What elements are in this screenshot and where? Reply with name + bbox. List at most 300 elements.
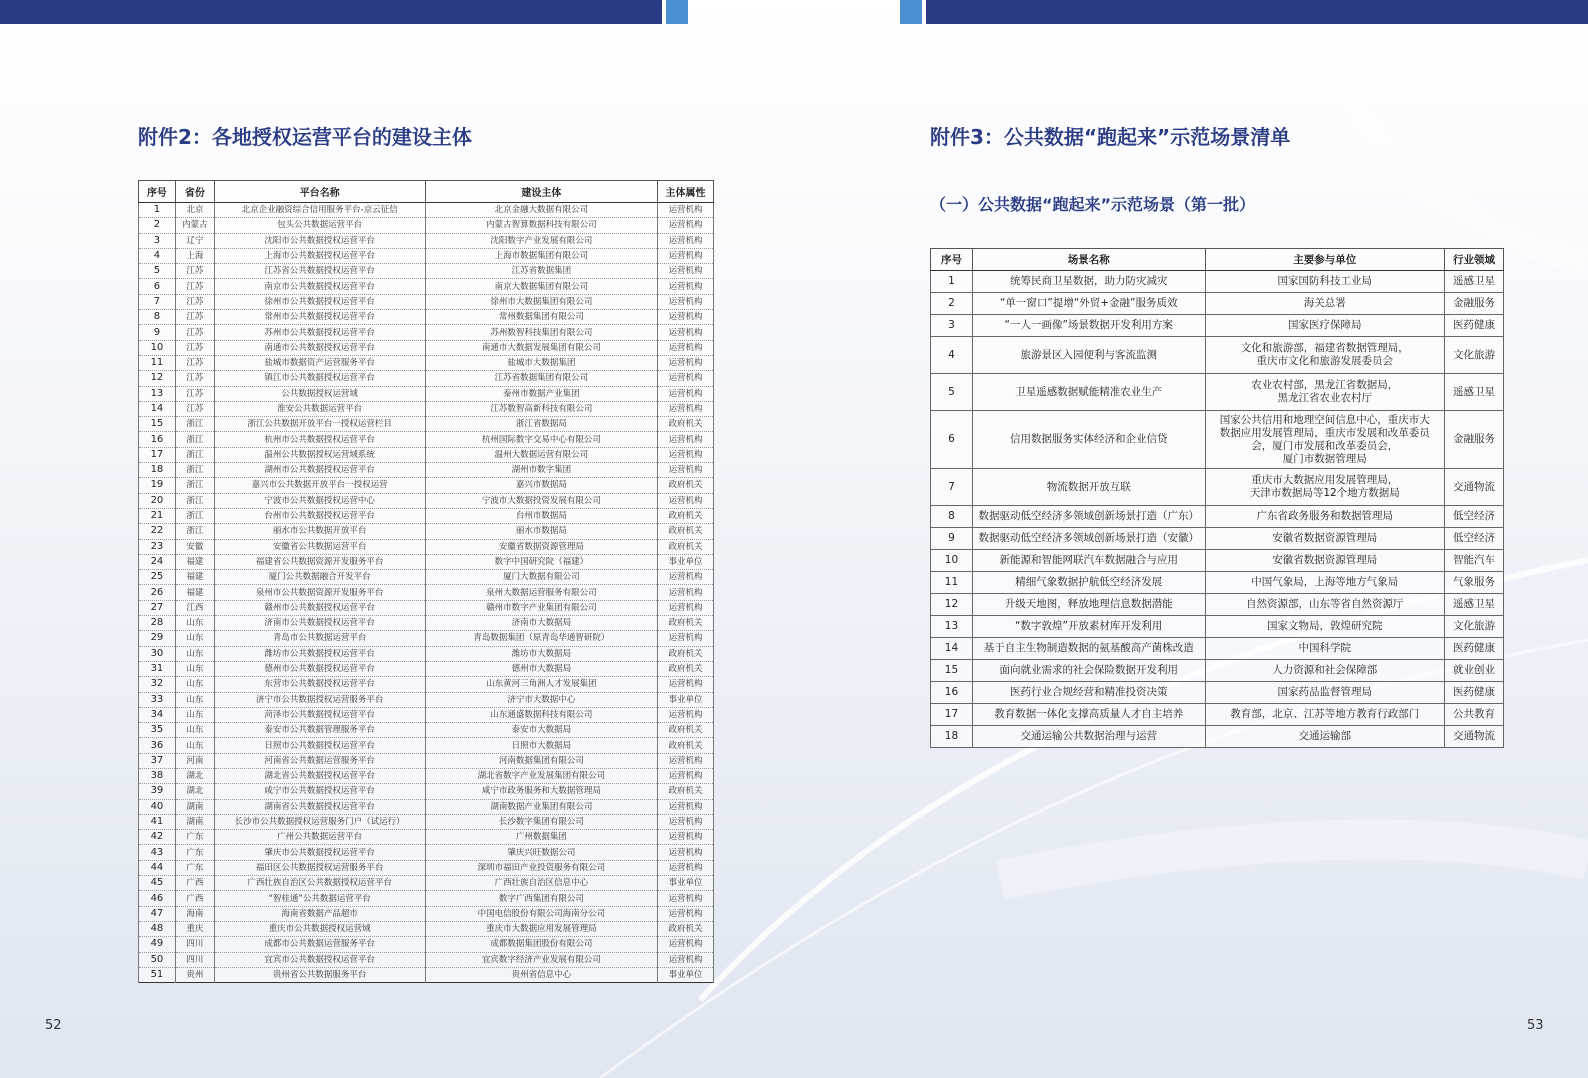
table-cell: 贵州省公共数据服务平台	[214, 967, 425, 982]
table-cell: 28	[139, 616, 176, 631]
table-cell: 泰州市数据产业集团	[425, 386, 658, 401]
table-cell: 政府机关	[658, 417, 714, 432]
table-row	[931, 616, 1504, 638]
table-cell: 泰安市公共数据管理服务平台	[214, 723, 425, 738]
table-cell: 1	[931, 271, 973, 293]
table-cell: 31	[139, 661, 176, 676]
table-cell: 1	[139, 203, 176, 218]
table-cell: 29	[139, 631, 176, 646]
table-cell: 运营机构	[658, 860, 714, 875]
table-cell: 广州公共数据运营平台	[214, 830, 425, 845]
column-header: 行业领域	[1445, 249, 1504, 271]
table-cell: 海南	[175, 906, 214, 921]
table-row	[931, 638, 1504, 660]
table-cell: 运营机构	[658, 371, 714, 386]
table-cell: 事业单位	[658, 692, 714, 707]
table-cell: 10	[931, 550, 973, 572]
table-cell: 交通物流	[1445, 469, 1504, 506]
table-cell: 湖南	[175, 814, 214, 829]
table-cell: 51	[139, 967, 176, 982]
table-cell: 政府机关	[658, 723, 714, 738]
platform-table	[138, 180, 714, 983]
table-row	[139, 554, 714, 569]
table-row	[139, 906, 714, 921]
table-cell: 咸宁市政务服务和大数据管理局	[425, 784, 658, 799]
table-cell: 湖北	[175, 784, 214, 799]
table-cell: 27	[139, 600, 176, 615]
table-cell: 浙江	[175, 524, 214, 539]
table-cell: 政府机关	[658, 661, 714, 676]
table-cell: 杭州市公共数据授权运营平台	[214, 432, 425, 447]
table-cell: 2	[139, 218, 176, 233]
table-cell: 运营机构	[658, 401, 714, 416]
table-row	[139, 784, 714, 799]
table-cell: 广西	[175, 891, 214, 906]
table-cell: 运营机构	[658, 845, 714, 860]
table-cell: 苏州数智科技集团有限公司	[425, 325, 658, 340]
table-cell: 49	[139, 937, 176, 952]
table-cell: 8	[139, 310, 176, 325]
table-cell: 升级天地图，释放地理信息数据潜能	[972, 594, 1205, 616]
table-cell: 深圳市福田产业投资服务有限公司	[425, 860, 658, 875]
table-cell: 36	[139, 738, 176, 753]
table-cell: 医药健康	[1445, 682, 1504, 704]
column-header: 序号	[931, 249, 973, 271]
table-cell: 19	[139, 478, 176, 493]
top-bar-left	[0, 0, 662, 24]
table-row	[139, 233, 714, 248]
table-cell: 上海市公共数据授权运营平台	[214, 248, 425, 263]
table-cell: 潍坊市大数据局	[425, 646, 658, 661]
table-row	[139, 768, 714, 783]
table-row	[931, 506, 1504, 528]
table-cell: 3	[139, 233, 176, 248]
table-cell: 江苏	[175, 279, 214, 294]
table-cell: 17	[931, 704, 973, 726]
table-cell: 运营机构	[658, 937, 714, 952]
table-cell: 浙江	[175, 463, 214, 478]
table-row	[139, 355, 714, 370]
table-cell: 广东省政务服务和数据管理局	[1205, 506, 1445, 528]
table-cell: 运营机构	[658, 294, 714, 309]
table-row	[139, 203, 714, 218]
table-cell: 宁波市公共数据授权运营中心	[214, 493, 425, 508]
table-cell: 气象服务	[1445, 572, 1504, 594]
table-cell: 44	[139, 860, 176, 875]
table-cell: 广西	[175, 876, 214, 891]
table-cell: 江苏	[175, 325, 214, 340]
table-cell: 福建	[175, 554, 214, 569]
table-cell: 2	[931, 293, 973, 315]
table-cell: 湖南省公共数据授权运营平台	[214, 799, 425, 814]
table-cell: 江苏	[175, 386, 214, 401]
table-cell: 浙江	[175, 493, 214, 508]
table-cell: 10	[139, 340, 176, 355]
table-cell: 淮安公共数据运营平台	[214, 401, 425, 416]
table-row	[139, 294, 714, 309]
table-cell: 重庆	[175, 921, 214, 936]
table-cell: 文化旅游	[1445, 616, 1504, 638]
table-cell: 8	[931, 506, 973, 528]
table-row	[139, 616, 714, 631]
table-cell: 政府机关	[658, 508, 714, 523]
table-cell: 常州市公共数据授权运营平台	[214, 310, 425, 325]
table-cell: 9	[931, 528, 973, 550]
table-cell: 青岛数据集团（原青岛华通智研院）	[425, 631, 658, 646]
table-cell: 数据驱动低空经济多领域创新场景打造（广东）	[972, 506, 1205, 528]
table-cell: 运营机构	[658, 340, 714, 355]
table-cell: 台州市公共数据授权运营平台	[214, 508, 425, 523]
table-row	[139, 692, 714, 707]
table-cell: 46	[139, 891, 176, 906]
table-cell: 6	[139, 279, 176, 294]
table-cell: 14	[139, 401, 176, 416]
table-cell: 公共数据授权运营域	[214, 386, 425, 401]
top-accent-right	[900, 0, 922, 24]
table-cell: 25	[139, 570, 176, 585]
table-cell: 赣州市公共数据授权运营平台	[214, 600, 425, 615]
column-header: 省份	[175, 181, 214, 203]
table-cell: 济宁市公共数据授权运营服务平台	[214, 692, 425, 707]
right-page-title: 附件3：公共数据“跑起来”示范场景清单	[930, 125, 1291, 149]
table-cell: 公共教育	[1445, 704, 1504, 726]
table-row	[139, 723, 714, 738]
table-cell: 运营机构	[658, 264, 714, 279]
table-cell: 江苏	[175, 294, 214, 309]
table-cell: 广州数据集团	[425, 830, 658, 845]
table-cell: 运营机构	[658, 310, 714, 325]
table-row	[931, 594, 1504, 616]
table-cell: 江苏	[175, 340, 214, 355]
table-cell: 面向就业需求的社会保险数据开发利用	[972, 660, 1205, 682]
table-row	[139, 340, 714, 355]
table-cell: 湖州市数字集团	[425, 463, 658, 478]
table-row	[931, 271, 1504, 293]
table-cell: 政府机关	[658, 784, 714, 799]
table-cell: 山东黄河三角洲人才发展集团	[425, 677, 658, 692]
table-cell: 沈阳市公共数据授权运营平台	[214, 233, 425, 248]
table-cell: 运营机构	[658, 355, 714, 370]
table-cell: 5	[931, 374, 973, 411]
table-cell: 福建省公共数据资源开发服务平台	[214, 554, 425, 569]
table-cell: 温州大数据运营有限公司	[425, 447, 658, 462]
table-row	[931, 293, 1504, 315]
table-cell: 日照市大数据局	[425, 738, 658, 753]
table-cell: 肇庆市公共数据授权运营平台	[214, 845, 425, 860]
table-cell: 成都数据集团股份有限公司	[425, 937, 658, 952]
table-cell: 41	[139, 814, 176, 829]
table-cell: 山东	[175, 707, 214, 722]
table-cell: 37	[139, 753, 176, 768]
table-cell: 3	[931, 315, 973, 337]
table-cell: 中国电信股份有限公司海南分公司	[425, 906, 658, 921]
table-cell: 徐州市公共数据授权运营平台	[214, 294, 425, 309]
table-cell: 卫星遥感数据赋能精准农业生产	[972, 374, 1205, 411]
table-cell: 21	[139, 508, 176, 523]
table-row	[139, 570, 714, 585]
table-cell: 浙江	[175, 508, 214, 523]
table-cell: 4	[139, 248, 176, 263]
table-row	[931, 469, 1504, 506]
table-row	[139, 478, 714, 493]
table-cell: 江苏	[175, 264, 214, 279]
table-cell: 48	[139, 921, 176, 936]
table-cell: 42	[139, 830, 176, 845]
table-cell: 湖北	[175, 768, 214, 783]
table-cell: 北京企业融资综合信用服务平台-京云征信	[214, 203, 425, 218]
table-cell: 北京	[175, 203, 214, 218]
table-cell: 中国科学院	[1205, 638, 1445, 660]
table-cell: 国家国防科技工业局	[1205, 271, 1445, 293]
table-cell: 教育部，北京、江苏等地方教育行政部门	[1205, 704, 1445, 726]
table-cell: 运营机构	[658, 233, 714, 248]
table-cell: 40	[139, 799, 176, 814]
table-cell: 6	[931, 411, 973, 469]
table-cell: 宜宾市公共数据授权运营平台	[214, 952, 425, 967]
table-row	[139, 248, 714, 263]
table-cell: 四川	[175, 952, 214, 967]
table-row	[139, 539, 714, 554]
table-cell: 南京大数据集团有限公司	[425, 279, 658, 294]
table-cell: 17	[139, 447, 176, 462]
table-cell: 数字中国研究院（福建）	[425, 554, 658, 569]
table-cell: 河南	[175, 753, 214, 768]
table-cell: 贵州省信息中心	[425, 967, 658, 982]
table-row	[139, 417, 714, 432]
table-cell: 安徽省数据资源管理局	[1205, 550, 1445, 572]
table-cell: 江苏省数据集团	[425, 264, 658, 279]
table-cell: 泉州大数据运营服务有限公司	[425, 585, 658, 600]
table-cell: 厦门大数据有限公司	[425, 570, 658, 585]
table-row	[139, 646, 714, 661]
table-cell: 镇江市公共数据授权运营平台	[214, 371, 425, 386]
table-cell: 青岛市公共数据运营平台	[214, 631, 425, 646]
table-cell: 金融服务	[1445, 411, 1504, 469]
table-cell: 赣州市数字产业集团有限公司	[425, 600, 658, 615]
table-cell: 徐州市大数据集团有限公司	[425, 294, 658, 309]
table-cell: 江苏	[175, 371, 214, 386]
table-cell: 丽水市数据局	[425, 524, 658, 539]
table-cell: 事业单位	[658, 876, 714, 891]
table-row	[139, 707, 714, 722]
table-cell: 运营机构	[658, 631, 714, 646]
table-cell: 18	[139, 463, 176, 478]
table-cell: 47	[139, 906, 176, 921]
table-cell: 16	[139, 432, 176, 447]
table-cell: 南通市大数据发展集团有限公司	[425, 340, 658, 355]
table-cell: 医药行业合规经营和精准投资决策	[972, 682, 1205, 704]
table-cell: 运营机构	[658, 493, 714, 508]
table-cell: 湖北省公共数据授权运营平台	[214, 768, 425, 783]
table-cell: 运营机构	[658, 432, 714, 447]
table-cell: 山东	[175, 723, 214, 738]
table-cell: 24	[139, 554, 176, 569]
table-cell: 湖州市公共数据授权运营平台	[214, 463, 425, 478]
table-row	[139, 493, 714, 508]
table-row	[139, 386, 714, 401]
table-cell: 国家文物局，敦煌研究院	[1205, 616, 1445, 638]
table-row	[139, 952, 714, 967]
table-row	[931, 411, 1504, 469]
table-row	[139, 830, 714, 845]
column-header: 场景名称	[972, 249, 1205, 271]
table-cell: 低空经济	[1445, 506, 1504, 528]
table-cell: 交通运输部	[1205, 726, 1445, 748]
table-row	[139, 218, 714, 233]
table-cell: 宜宾数字经济产业发展有限公司	[425, 952, 658, 967]
table-cell: 13	[931, 616, 973, 638]
table-cell: “数字敦煌”开放素材库开发利用	[972, 616, 1205, 638]
table-cell: 福建	[175, 585, 214, 600]
table-cell: 政府机关	[658, 646, 714, 661]
table-row	[139, 279, 714, 294]
table-cell: 湖南	[175, 799, 214, 814]
table-row	[139, 921, 714, 936]
table-cell: 32	[139, 677, 176, 692]
table-row	[139, 600, 714, 615]
table-cell: 辽宁	[175, 233, 214, 248]
table-cell: 宁波市大数据投资发展有限公司	[425, 493, 658, 508]
table-cell: 18	[931, 726, 973, 748]
table-cell: 11	[139, 355, 176, 370]
column-header: 序号	[139, 181, 176, 203]
table-cell: 运营机构	[658, 830, 714, 845]
table-cell: 20	[139, 493, 176, 508]
table-cell: 34	[139, 707, 176, 722]
table-row	[139, 432, 714, 447]
scenario-table-header	[931, 249, 1504, 271]
table-cell: 43	[139, 845, 176, 860]
table-cell: 山东	[175, 677, 214, 692]
table-cell: 旅游景区入园便利与客流监测	[972, 337, 1205, 374]
table-cell: 河南省公共数据运营服务平台	[214, 753, 425, 768]
table-cell: 广东	[175, 860, 214, 875]
table-cell: 运营机构	[658, 203, 714, 218]
table-cell: 山东	[175, 616, 214, 631]
table-cell: 遥感卫星	[1445, 271, 1504, 293]
table-cell: 江苏数智高新科技有限公司	[425, 401, 658, 416]
table-cell: 菏泽市公共数据授权运营平台	[214, 707, 425, 722]
table-cell: 运营机构	[658, 447, 714, 462]
table-cell: 30	[139, 646, 176, 661]
table-cell: 22	[139, 524, 176, 539]
table-cell: 东营市公共数据授权运营平台	[214, 677, 425, 692]
table-cell: 广东	[175, 845, 214, 860]
table-cell: 基于自主生物制造数据的氨基酸高产菌株改造	[972, 638, 1205, 660]
top-accent-left	[666, 0, 688, 24]
table-row	[931, 726, 1504, 748]
table-row	[139, 631, 714, 646]
table-cell: 福建	[175, 570, 214, 585]
table-cell: 遥感卫星	[1445, 374, 1504, 411]
table-cell: 山东	[175, 692, 214, 707]
table-row	[139, 677, 714, 692]
table-cell: 数据驱动低空经济多领域创新场景打造（安徽）	[972, 528, 1205, 550]
table-cell: 重庆市大数据应用发展管理局	[425, 921, 658, 936]
table-cell: 日照市公共数据授权运营平台	[214, 738, 425, 753]
table-cell: 运营机构	[658, 814, 714, 829]
table-row	[931, 704, 1504, 726]
table-cell: 33	[139, 692, 176, 707]
table-cell: 教育数据一体化支撑高质量人才自主培养	[972, 704, 1205, 726]
table-cell: 浙江	[175, 447, 214, 462]
table-cell: 江西	[175, 600, 214, 615]
table-cell: 浙江省数据局	[425, 417, 658, 432]
table-cell: 温州公共数据授权运营域系统	[214, 447, 425, 462]
table-cell: 国家医疗保障局	[1205, 315, 1445, 337]
table-cell: 德州市大数据局	[425, 661, 658, 676]
table-cell: “一人一画像”场景数据开发利用方案	[972, 315, 1205, 337]
table-row	[931, 682, 1504, 704]
table-cell: 新能源和智能网联汽车数据融合与应用	[972, 550, 1205, 572]
table-row	[931, 550, 1504, 572]
table-cell: 内蒙古智算数据科技有限公司	[425, 218, 658, 233]
table-row	[139, 325, 714, 340]
table-cell: 浙江	[175, 478, 214, 493]
table-cell: 济宁市大数据中心	[425, 692, 658, 707]
table-cell: 文化旅游	[1445, 337, 1504, 374]
table-cell: 山东	[175, 631, 214, 646]
table-cell: 内蒙古	[175, 218, 214, 233]
table-cell: 国家药品监督管理局	[1205, 682, 1445, 704]
table-cell: 江苏	[175, 401, 214, 416]
table-row	[931, 337, 1504, 374]
table-cell: 政府机关	[658, 539, 714, 554]
table-cell: 上海市数据集团有限公司	[425, 248, 658, 263]
table-cell: 运营机构	[658, 952, 714, 967]
table-cell: 38	[139, 768, 176, 783]
table-cell: 山东	[175, 661, 214, 676]
table-row	[139, 967, 714, 982]
table-cell: 安徽	[175, 539, 214, 554]
table-cell: 肇庆兴旺数据公司	[425, 845, 658, 860]
table-cell: 事业单位	[658, 967, 714, 982]
table-cell: 嘉兴市数据局	[425, 478, 658, 493]
table-cell: 江苏	[175, 355, 214, 370]
table-cell: 就业创业	[1445, 660, 1504, 682]
table-cell: 运营机构	[658, 218, 714, 233]
table-cell: 安徽省数据资源管理局	[425, 539, 658, 554]
table-row	[139, 463, 714, 478]
table-row	[931, 572, 1504, 594]
table-cell: 重庆市大数据应用发展管理局， 天津市数据局等12个地方数据局	[1205, 469, 1445, 506]
platform-table-header	[139, 181, 714, 203]
table-cell: 26	[139, 585, 176, 600]
table-cell: 成都市公共数据运营服务平台	[214, 937, 425, 952]
table-cell: 运营机构	[658, 891, 714, 906]
table-cell: 潍坊市公共数据授权运营平台	[214, 646, 425, 661]
table-row	[139, 447, 714, 462]
table-cell: 交通运输公共数据治理与运营	[972, 726, 1205, 748]
table-cell: 南通市公共数据授权运营平台	[214, 340, 425, 355]
table-cell: 35	[139, 723, 176, 738]
table-cell: 丽水市公共数据开放平台	[214, 524, 425, 539]
table-cell: 文化和旅游部，福建省数据管理局， 重庆市文化和旅游发展委员会	[1205, 337, 1445, 374]
table-cell: 江苏	[175, 310, 214, 325]
table-cell: 广西壮族自治区信息中心	[425, 876, 658, 891]
scenario-table-body	[931, 271, 1504, 748]
table-cell: 7	[139, 294, 176, 309]
table-cell: 数字广西集团有限公司	[425, 891, 658, 906]
table-row	[139, 585, 714, 600]
table-cell: 山东通盛数据科技有限公司	[425, 707, 658, 722]
table-cell: 12	[139, 371, 176, 386]
table-cell: 贵州	[175, 967, 214, 982]
table-cell: 4	[931, 337, 973, 374]
table-cell: 浙江	[175, 417, 214, 432]
table-row	[931, 374, 1504, 411]
table-cell: 台州市数据局	[425, 508, 658, 523]
